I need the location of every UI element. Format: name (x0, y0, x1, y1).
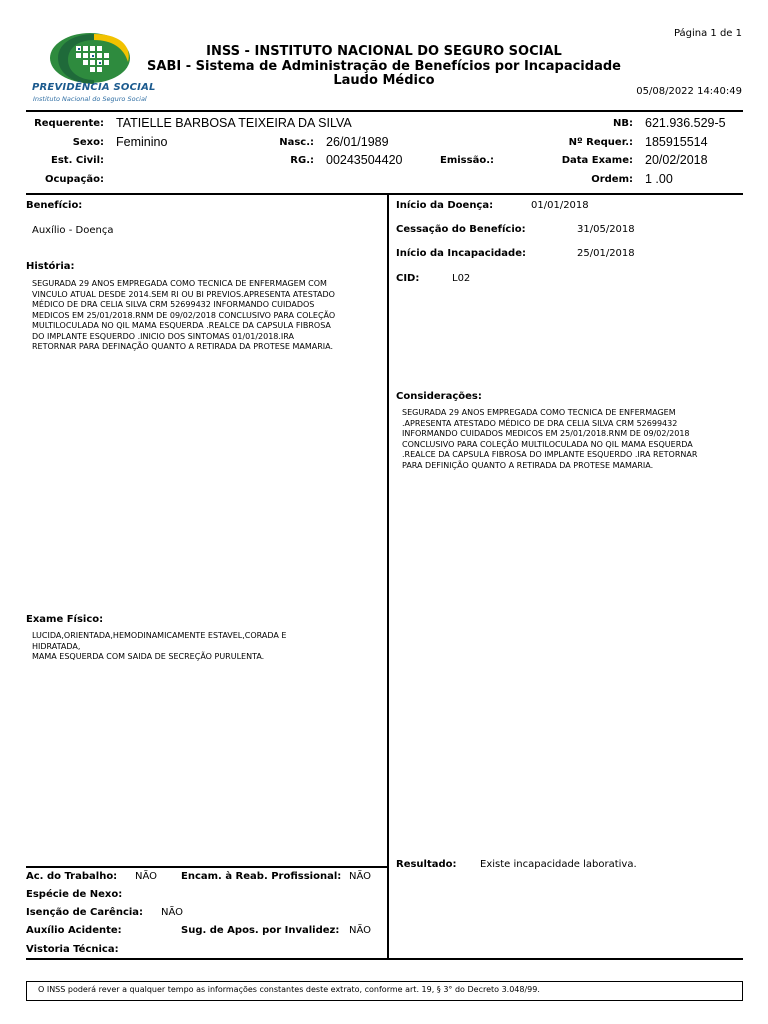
nreq-label: Nº Requer.: (568, 137, 633, 148)
requerente-value: TATIELLE BARBOSA TEIXEIRA DA SILVA (116, 116, 352, 130)
ordem-label: Ordem: (591, 174, 633, 185)
estcivil-label: Est. Civil: (51, 155, 104, 166)
ac-trabalho-label: Ac. do Trabalho: (26, 871, 118, 882)
nreq-value: 185915514 (645, 135, 708, 149)
identification-divider (26, 193, 743, 195)
header-divider (26, 110, 743, 112)
sug-apos-invalidez-label: Sug. de Apos. por Invalidez: (181, 925, 340, 936)
requerente-label: Requerente: (34, 118, 104, 129)
ordem-value: 1 .00 (645, 172, 673, 186)
inicio-doenca-value: 01/01/2018 (531, 200, 589, 211)
isencao-carencia-label: Isenção de Carência: (26, 907, 144, 918)
ac-trabalho-value: NÃO (135, 871, 158, 882)
beneficio-label: Benefício: (26, 200, 83, 211)
nasc-value: 26/01/1989 (326, 135, 389, 149)
nasc-label: Nasc.: (279, 137, 314, 148)
cessacao-value: 31/05/2018 (577, 224, 635, 235)
inicio-doenca-label: Início da Doença: (396, 200, 494, 211)
column-divider (387, 195, 389, 960)
resultado-label: Resultado: (396, 859, 457, 870)
nb-value: 621.936.529-5 (645, 116, 726, 130)
encam-reab-value: NÃO (349, 871, 372, 882)
page-indicator: Página 1 de 1 (673, 28, 742, 39)
cessacao-label: Cessação do Benefício: (396, 224, 526, 235)
header-document-type: Laudo Médico (333, 73, 435, 88)
sug-apos-invalidez-value: NÃO (349, 925, 372, 936)
body-bottom-divider (26, 958, 743, 960)
rg-value: 00243504420 (326, 153, 403, 167)
dataexame-label: Data Exame: (561, 155, 633, 166)
vistoria-tecnica-label: Vistoria Técnica: (26, 944, 119, 955)
exame-fisico-label: Exame Físico: (26, 614, 104, 625)
logo-subtitle: Instituto Nacional do Seguro Social (33, 95, 147, 103)
sexo-label: Sexo: (72, 137, 104, 148)
inicio-incapacidade-value: 25/01/2018 (577, 248, 635, 259)
inicio-incapacidade-label: Início da Incapacidade: (396, 248, 526, 259)
sexo-value: Feminino (116, 135, 168, 149)
cid-value: L02 (452, 273, 471, 284)
auxilio-acidente-label: Auxílio Acidente: (26, 925, 122, 936)
footer-notice: O INSS poderá rever a qualquer tempo as informações constantes deste extrato, conforme art. 19, § 3° do Decreto 3.048/99. (38, 985, 540, 994)
cid-label: CID: (396, 273, 420, 284)
especie-nexo-label: Espécie de Nexo: (26, 889, 123, 900)
isencao-carencia-value: NÃO (161, 907, 184, 918)
consideracoes-label: Considerações: (396, 391, 482, 402)
header-institution: INSS - INSTITUTO NACIONAL DO SEGURO SOCIAL (206, 44, 562, 59)
emissao-label: Emissão.: (440, 155, 494, 166)
historia-label: História: (26, 261, 75, 272)
ocupacao-label: Ocupação: (45, 174, 104, 185)
header-system: SABI - Sistema de Administração de Benefícios por Incapacidade (147, 59, 621, 74)
report-timestamp: 05/08/2022 14:40:49 (636, 86, 742, 97)
resultado-value: Existe incapacidade laborativa. (480, 859, 637, 870)
nb-label: NB: (613, 118, 633, 129)
rg-label: RG.: (290, 155, 314, 166)
dataexame-value: 20/02/2018 (645, 153, 708, 167)
exame-fisico-text: LUCIDA,ORIENTADA,HEMODINAMICAMENTE ESTAVEL,CORADA E HIDRATADA, MAMA ESQUERDA COM SAIDA DE SECREÇÃO PURULENTA. (32, 631, 287, 661)
logo-name: PREVIDÊNCIA SOCIAL (32, 82, 156, 93)
consideracoes-text: SEGURADA 29 ANOS EMPREGADA COMO TECNICA DE ENFERMAGEM .APRESENTA ATESTADO MÉDICO DE DRA CELIA SILVA CRM 52699432 INFORMANDO CUIDADOS MEDICOS EM 25/01/2018.RNM DE 09/02/2018 CONCLUSIVO PARA COLEÇÃO MULTILOCULADA NO QIL MAMA ESQUERDA .REALCE DA CAPSULA FIBROSA DO IMPLANTE ESQUERDO .IRA RETORNAR PARA DEFINIÇÃO QUANTO A RETIRADA DA PROTESE MAMARIA. (402, 408, 698, 470)
historia-text: SEGURADA 29 ANOS EMPREGADA COMO TECNICA DE ENFERMAGEM COM VINCULO ATUAL DESDE 2014.SEM RI OU BI PREVIOS.APRESENTA ATESTADO MÉDICO DE DRA CELIA SILVA CRM 52699432 INFORMANDO CUIDADOS MEDICOS EM 25/01/2018.RNM DE 09/02/2018 CONCLUSIVO PARA COLEÇÃO MULTILOCULADA NO QIL MAMA ESQUERDA .REALCE DA CAPSULA FIBROSA DO IMPLANTE ESQUERDO .INICIO DOS SINTOMAS 01/01/2018.IRA RETORNAR PARA DEFINAÇÃO QUANTO A RETIRADA DA PROTESE MAMARIA. (32, 279, 336, 351)
bottom-section-divider (26, 866, 387, 868)
encam-reab-label: Encam. à Reab. Profissional: (181, 871, 342, 882)
beneficio-value: Auxílio - Doença (32, 225, 114, 236)
